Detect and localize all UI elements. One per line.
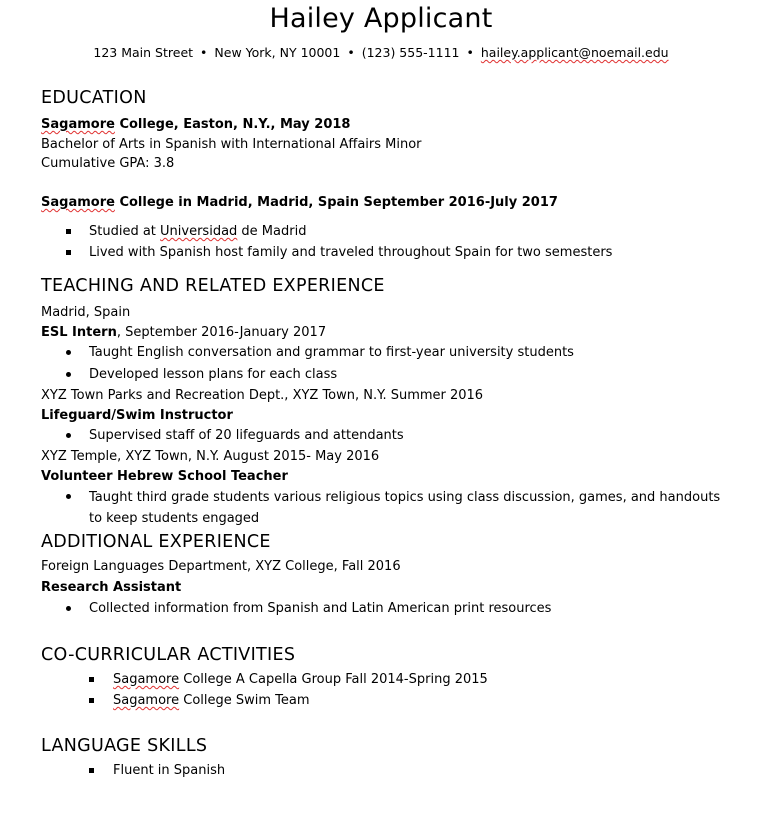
cocurricular-item-2 xyxy=(113,691,310,711)
additional-location: Foreign Languages Department, XYZ College, Fall 2016 xyxy=(41,559,401,574)
job2-bullet-1: Supervised staff of 20 lifeguards and attendants xyxy=(89,428,404,443)
item-text: College A Capella Group Fall 2014-Spring 2015 xyxy=(179,672,488,687)
school1-degree: Bachelor of Arts in Spanish with International Affairs Minor xyxy=(41,137,422,152)
item-name: Sagamore xyxy=(113,693,180,708)
job3-title: Volunteer Hebrew School Teacher xyxy=(41,469,288,484)
school1-name: Sagamore xyxy=(41,117,115,132)
school1-gpa: Cumulative GPA: 3.8 xyxy=(41,156,175,171)
square-bullet xyxy=(66,229,71,234)
job1-title-line xyxy=(41,323,326,343)
separator: • xyxy=(347,45,355,60)
school2-line xyxy=(41,193,558,213)
contact-line xyxy=(0,44,762,62)
round-bullet xyxy=(66,433,71,438)
square-bullet xyxy=(66,250,71,255)
language-item-1: Fluent in Spanish xyxy=(113,763,226,778)
bullet-text: Universidad xyxy=(160,224,238,239)
square-bullet xyxy=(89,768,94,773)
job1-dates: , September 2016-January 2017 xyxy=(116,325,327,340)
cocurricular-heading: CO-CURRICULAR ACTIVITIES xyxy=(41,645,296,665)
job1-bullet-2: Developed lesson plans for each class xyxy=(89,367,338,382)
square-bullet xyxy=(89,677,94,682)
school2-name: Sagamore xyxy=(41,195,115,210)
teaching-heading: TEACHING AND RELATED EXPERIENCE xyxy=(41,276,385,296)
bullet-text: de Madrid xyxy=(237,224,307,239)
job2-title: Lifeguard/Swim Instructor xyxy=(41,408,233,423)
round-bullet xyxy=(66,372,71,377)
school2-bullet-1 xyxy=(89,222,306,242)
job1-location: Madrid, Spain xyxy=(41,305,131,320)
square-bullet xyxy=(89,698,94,703)
round-bullet xyxy=(66,494,71,499)
round-bullet xyxy=(66,350,71,355)
contact-street: 123 Main Street xyxy=(93,45,194,60)
additional-title: Research Assistant xyxy=(41,580,182,595)
cocurricular-item-1 xyxy=(113,670,488,690)
additional-bullet-1: Collected information from Spanish and Latin American print resources xyxy=(89,601,552,616)
item-name: Sagamore xyxy=(113,672,180,687)
education-heading: EDUCATION xyxy=(41,88,147,108)
separator: • xyxy=(200,45,208,60)
job2-location: XYZ Town Parks and Recreation Dept., XYZ Town, N.Y. Summer 2016 xyxy=(41,388,484,403)
school1-details: College, Easton, N.Y., May 2018 xyxy=(114,117,351,132)
school2-bullet-2: Lived with Spanish host family and traveled throughout Spain for two semesters xyxy=(89,245,613,260)
school2-details: College in Madrid, Madrid, Spain September 2016-July 2017 xyxy=(114,195,558,210)
contact-phone: (123) 555-1111 xyxy=(361,45,460,60)
job1-title: ESL Intern xyxy=(41,325,117,340)
school1-line xyxy=(41,115,350,135)
job1-bullet-1: Taught English conversation and grammar to first-year university students xyxy=(89,345,574,360)
item-text: College Swim Team xyxy=(179,693,310,708)
bullet-text: Studied at xyxy=(89,224,161,239)
additional-heading: ADDITIONAL EXPERIENCE xyxy=(41,532,271,552)
job3-location: XYZ Temple, XYZ Town, N.Y. August 2015- May 2016 xyxy=(41,449,380,464)
contact-email: hailey.applicant@noemail.edu xyxy=(480,45,669,60)
round-bullet xyxy=(66,606,71,611)
language-heading: LANGUAGE SKILLS xyxy=(41,736,208,756)
resume-name: Hailey Applicant xyxy=(269,3,493,34)
job3-bullet-1: Taught third grade students various religious topics using class discussion, games, and handouts to keep students engaged xyxy=(89,490,721,526)
separator: • xyxy=(466,45,474,60)
contact-city: New York, NY 10001 xyxy=(214,45,341,60)
